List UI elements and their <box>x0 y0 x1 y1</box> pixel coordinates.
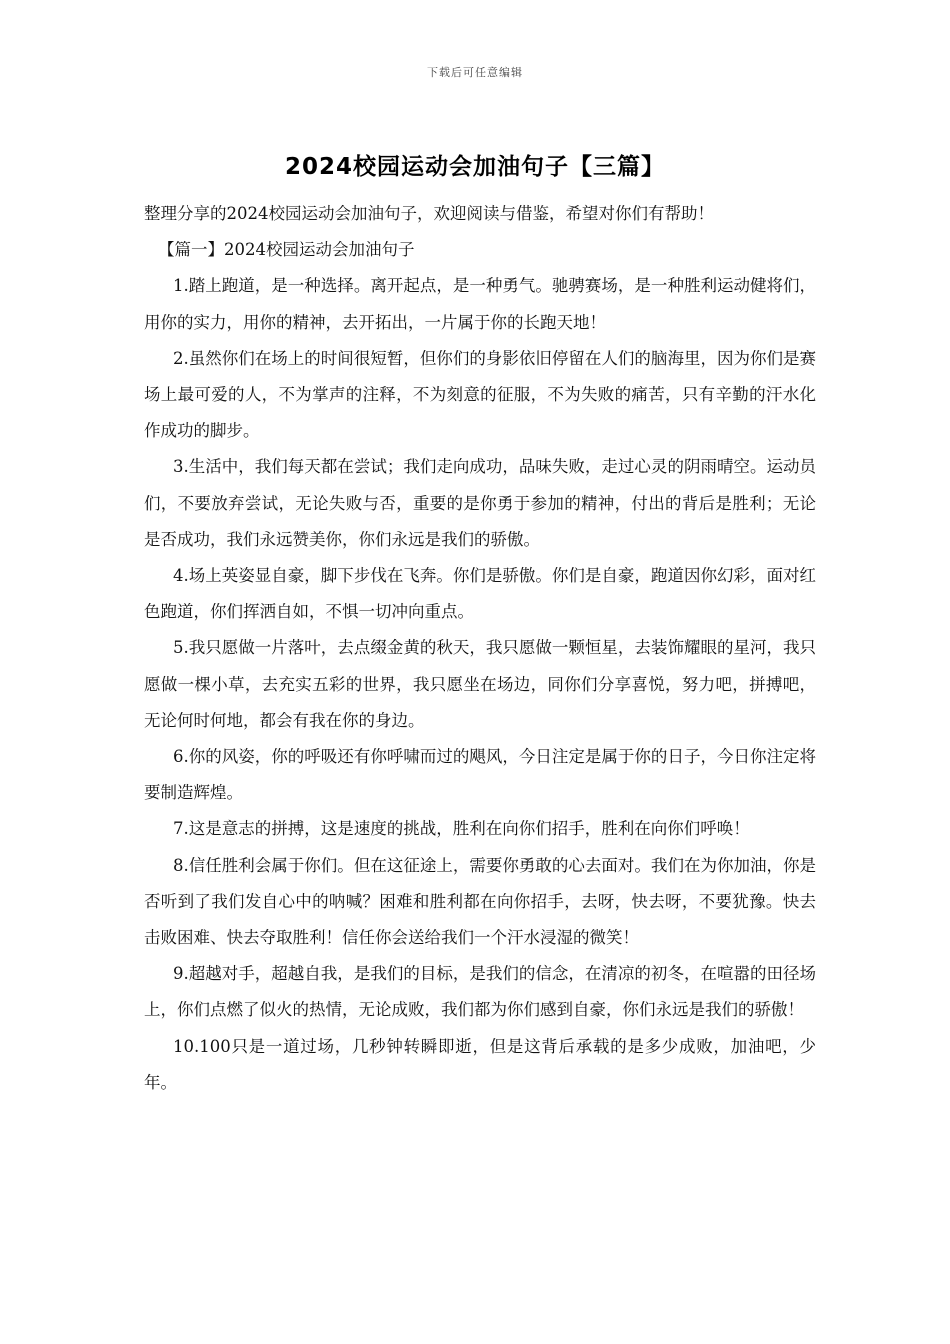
list-item: 6.你的风姿，你的呼吸还有你呼啸而过的飓风，今日注定是属于你的日子，今日你注定将要制造辉煌。 <box>144 747 816 803</box>
list-item: 10.100只是一道过场，几秒钟转瞬即逝，但是这背后承载的是多少成败，加油吧，少年。 <box>144 1036 816 1092</box>
section-heading: 【篇一】2024校园运动会加油句子 <box>158 240 415 260</box>
list-item: 3.生活中，我们每天都在尝试；我们走向成功，品味失败，走过心灵的阴雨晴空。运动员们，不要放弃尝试，无论失败与否，重要的是你勇于参加的精神，付出的背后是胜利；无论是否成功，我们永远赞美你，你们永远是我们的骄傲。 <box>144 457 816 549</box>
list-item: 9.超越对手，超越自我，是我们的目标，是我们的信念，在清凉的初冬，在喧嚣的田径场上，你们点燃了似火的热情，无论成败，我们都为你们感到自豪，你们永远是我们的骄傲！ <box>144 964 816 1020</box>
document-body <box>144 196 816 1101</box>
list-item: 1.踏上跑道，是一种选择。离开起点，是一种勇气。驰骋赛场，是一种胜利运动健将们，用你的实力，用你的精神，去开拓出，一片属于你的长跑天地！ <box>144 276 816 332</box>
intro-paragraph: 整理分享的2024校园运动会加油句子，欢迎阅读与借鉴，希望对你们有帮助！ <box>144 204 714 223</box>
list-item: 7.这是意志的拼搏，这是速度的挑战，胜利在向你们招手，胜利在向你们呼唤！ <box>173 819 750 839</box>
page-title: 2024校园运动会加油句子【三篇】 <box>284 154 665 180</box>
header-note: 下载后可任意编辑 <box>427 66 523 79</box>
list-item: 5.我只愿做一片落叶，去点缀金黄的秋天，我只愿做一颗恒星，去装饰耀眼的星河，我只愿做一棵小草，去充实五彩的世界，我只愿坐在场边，同你们分享喜悦，努力吧，拼搏吧，无论何时何地，都会有我在你的身边。 <box>144 638 816 730</box>
list-item: 8.信任胜利会属于你们。但在这征途上，需要你勇敢的心去面对。我们在为你加油，你是否听到了我们发自心中的呐喊？困难和胜利都在向你招手，去呀，快去呀，不要犹豫。快去击败困难、快去夺取胜利！信任你会送给我们一个汗水浸湿的微笑！ <box>144 855 816 948</box>
list-item: 4.场上英姿显自豪，脚下步伐在飞奔。你们是骄傲。你们是自豪，跑道因你幻彩，面对红色跑道，你们挥洒自如，不惧一切冲向重点。 <box>144 566 816 622</box>
list-item: 2.虽然你们在场上的时间很短暂，但你们的身影依旧停留在人们的脑海里，因为你们是赛场上最可爱的人，不为掌声的注释，不为刻意的征服，不为失败的痛苦，只有辛勤的汗水化作成功的脚步。 <box>144 348 816 441</box>
